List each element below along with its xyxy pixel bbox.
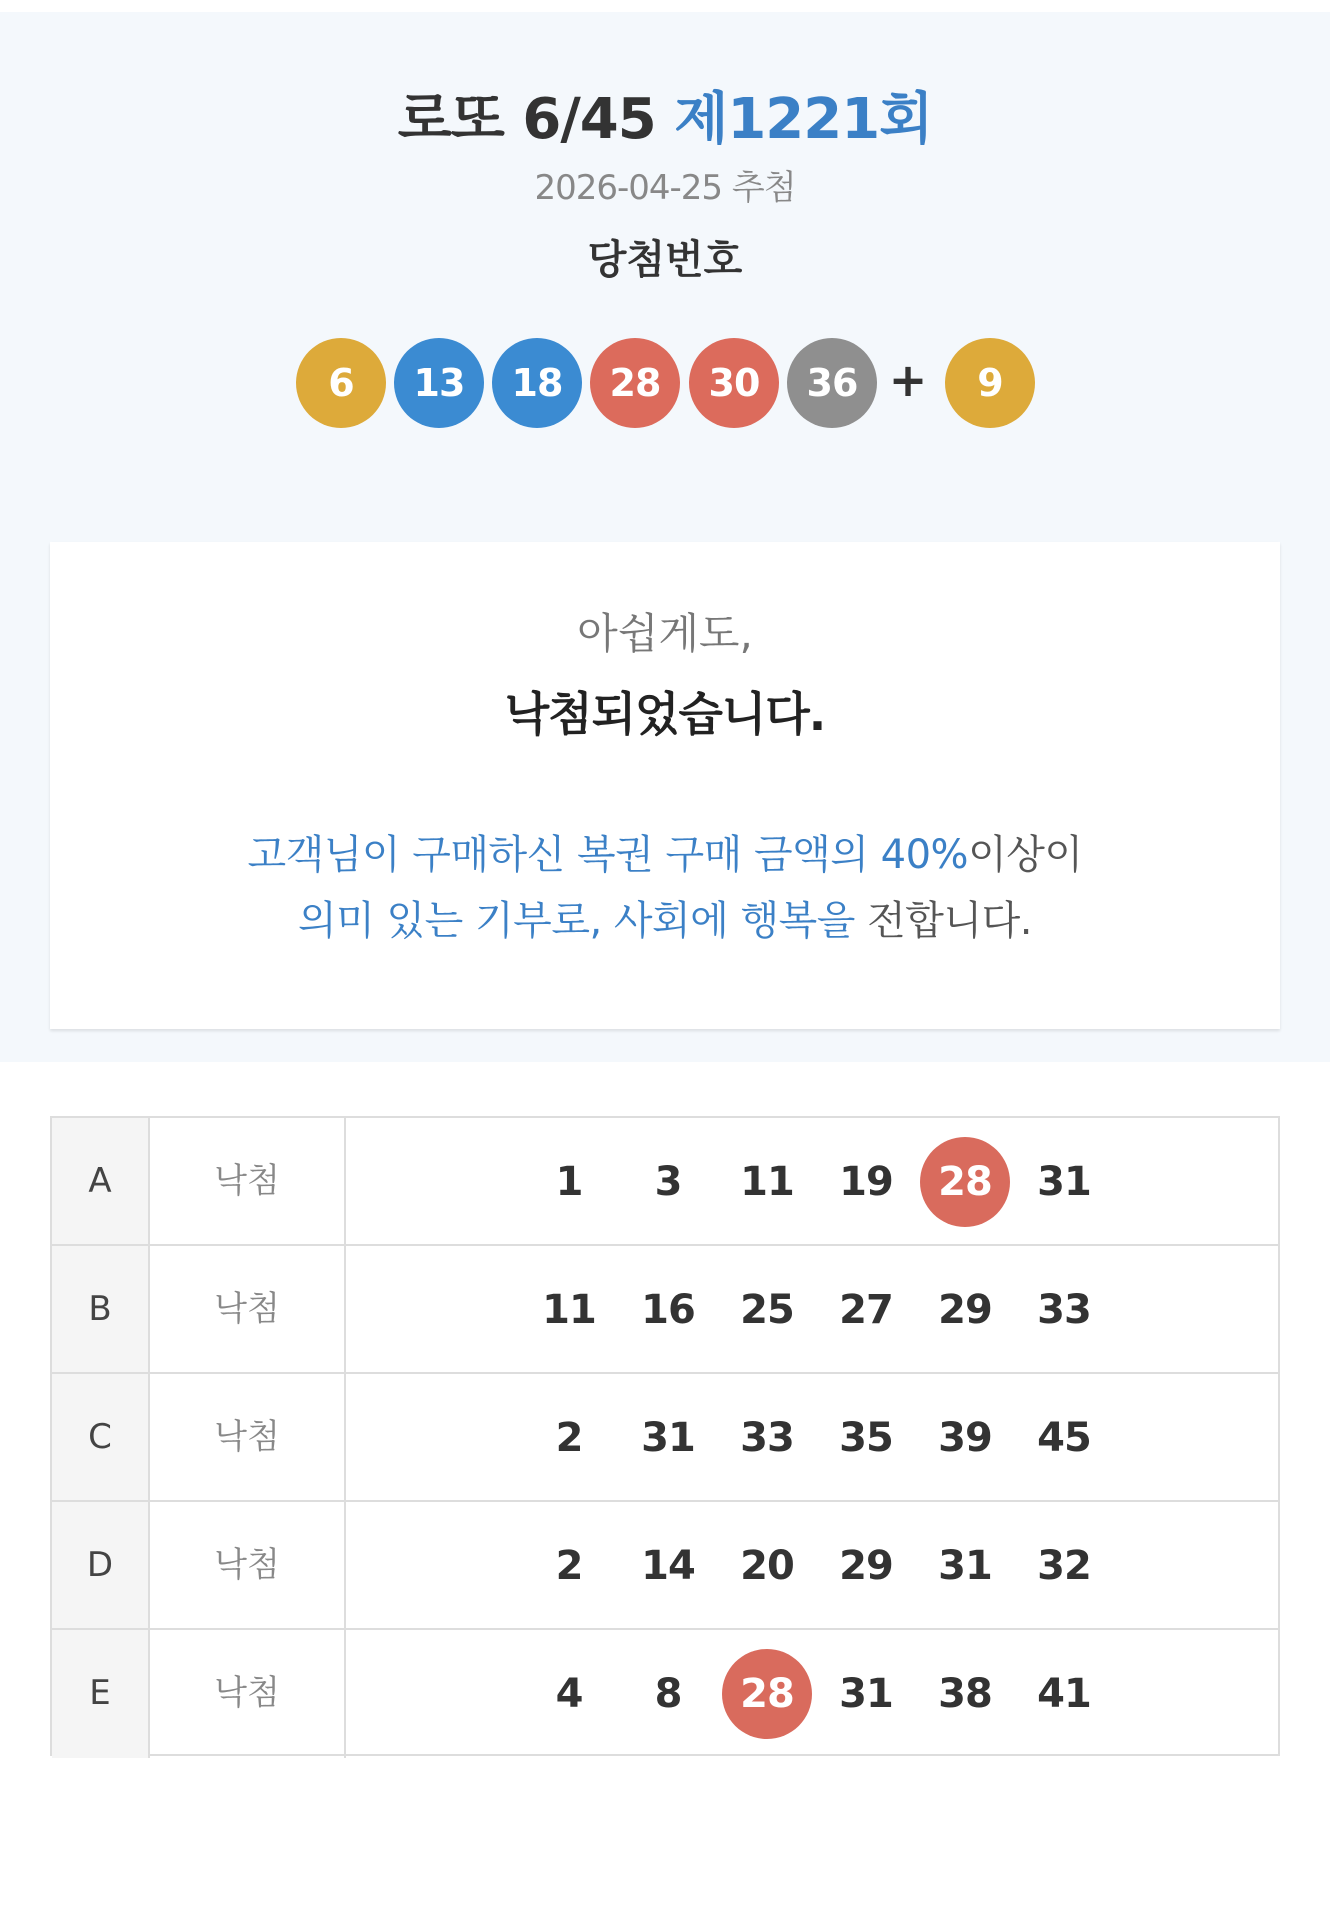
- game-number: 33: [740, 1415, 794, 1461]
- game-number: 19: [839, 1159, 893, 1205]
- game-label: E: [52, 1630, 150, 1758]
- bonus-ball: 9: [945, 338, 1035, 428]
- game-status: 낙첨: [150, 1630, 346, 1758]
- game-number: 32: [1037, 1543, 1091, 1589]
- page-title: [0, 80, 1330, 160]
- table-row: [52, 1118, 1278, 1246]
- donation-line2-dark: 전합니다.: [854, 898, 1032, 944]
- table-row: [52, 1374, 1278, 1502]
- matched-number: 28: [920, 1137, 1010, 1227]
- game-number: 4: [555, 1671, 583, 1717]
- game-numbers: [346, 1246, 1278, 1372]
- sorry-text: 아쉽게도,: [577, 609, 753, 658]
- game-number: 14: [641, 1543, 695, 1589]
- game-number: 41: [1037, 1671, 1091, 1717]
- table-row: [52, 1630, 1278, 1758]
- draw-info-section: [0, 12, 1330, 1062]
- winning-ball: 36: [787, 338, 877, 428]
- game-number: 16: [641, 1287, 695, 1333]
- table-row: [52, 1246, 1278, 1374]
- game-numbers: [346, 1630, 1278, 1758]
- donation-line2-blue: 의미 있는 기부로, 사회에 행복을: [298, 898, 855, 944]
- game-number: 29: [938, 1287, 992, 1333]
- lose-text: 낙첨되었습니다.: [504, 687, 826, 741]
- game-number: 20: [740, 1543, 794, 1589]
- matched-number: 28: [722, 1649, 812, 1739]
- game-number: 39: [938, 1415, 992, 1461]
- game-status: 낙첨: [150, 1118, 346, 1244]
- plus-icon: +: [888, 353, 928, 407]
- winning-ball: 6: [296, 338, 386, 428]
- game-number: 31: [641, 1415, 695, 1461]
- donation-message: [50, 822, 1280, 954]
- winning-numbers: [0, 338, 1330, 428]
- winning-ball: 13: [394, 338, 484, 428]
- game-number: 1: [555, 1159, 583, 1205]
- game-number: 2: [555, 1543, 583, 1589]
- donation-line1-blue: 고객님이 구매하신 복권 구매 금액의 40%: [247, 832, 969, 878]
- game-label: B: [52, 1246, 150, 1372]
- table-row: [52, 1502, 1278, 1630]
- game-numbers: [346, 1374, 1278, 1500]
- draw-date: 2026-04-25 추첨: [534, 168, 796, 208]
- game-number: 38: [938, 1671, 992, 1717]
- game-status: 낙첨: [150, 1502, 346, 1628]
- game-label: D: [52, 1502, 150, 1628]
- games-table: [50, 1116, 1280, 1756]
- result-card: [50, 542, 1280, 1029]
- game-number: 29: [839, 1543, 893, 1589]
- round-number: 제1221회: [674, 87, 933, 152]
- donation-line1-dark: 이상이: [968, 832, 1083, 878]
- winning-ball: 30: [689, 338, 779, 428]
- game-number: 31: [938, 1543, 992, 1589]
- game-number: 25: [740, 1287, 794, 1333]
- title-prefix: 로또 6/45: [397, 87, 675, 152]
- game-number: 31: [1037, 1159, 1091, 1205]
- game-label: A: [52, 1118, 150, 1244]
- winning-numbers-label: 당첨번호: [587, 237, 743, 283]
- game-numbers: [346, 1118, 1278, 1244]
- game-number: 45: [1037, 1415, 1091, 1461]
- winning-ball: 18: [492, 338, 582, 428]
- game-number: 27: [839, 1287, 893, 1333]
- game-number: 35: [839, 1415, 893, 1461]
- game-number: 11: [740, 1159, 794, 1205]
- winning-ball: 28: [590, 338, 680, 428]
- game-number: 31: [839, 1671, 893, 1717]
- game-number: 3: [654, 1159, 682, 1205]
- game-label: C: [52, 1374, 150, 1500]
- game-number: 11: [542, 1287, 596, 1333]
- game-status: 낙첨: [150, 1246, 346, 1372]
- game-number: 33: [1037, 1287, 1091, 1333]
- game-number: 2: [555, 1415, 583, 1461]
- game-status: 낙첨: [150, 1374, 346, 1500]
- game-numbers: [346, 1502, 1278, 1628]
- game-number: 8: [654, 1671, 682, 1717]
